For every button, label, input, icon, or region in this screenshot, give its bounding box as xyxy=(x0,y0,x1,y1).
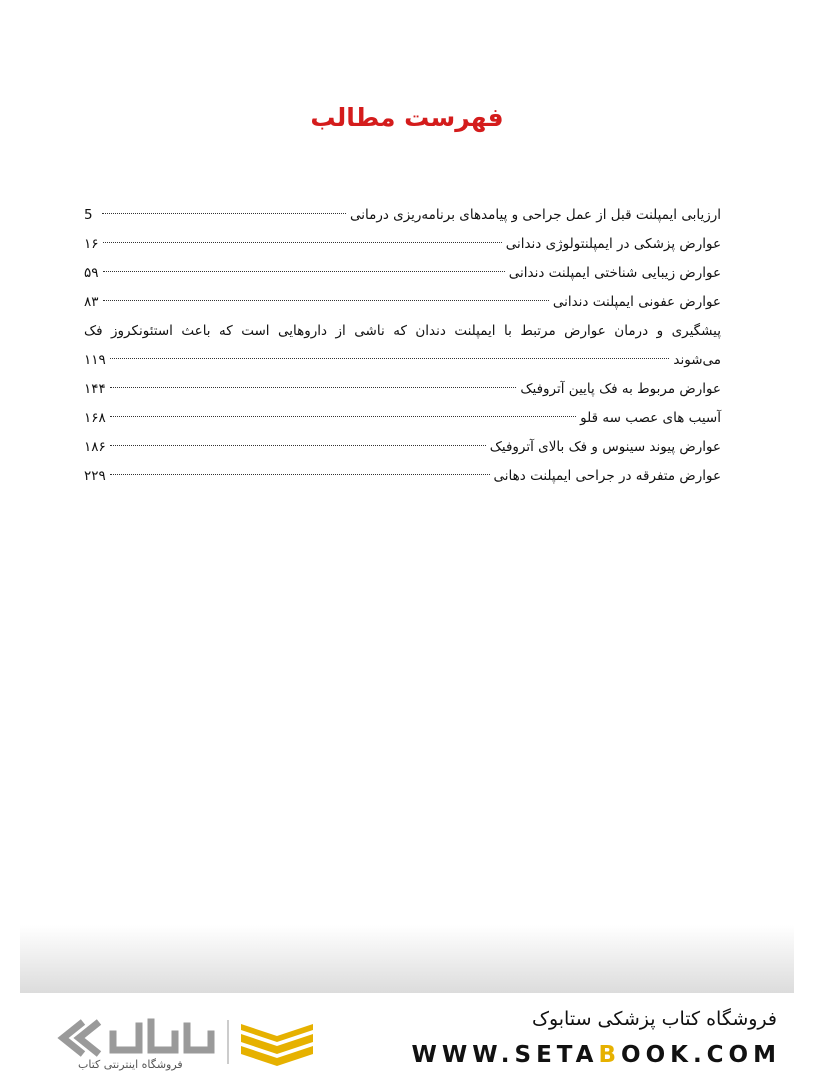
toc-entry-title: آسیب های عصب سه قلو xyxy=(580,410,721,426)
store-name: فروشگاه کتاب پزشکی ستابوک xyxy=(531,1008,777,1030)
toc-entry-page: ۱۱۹ xyxy=(84,352,106,368)
toc-entry[interactable] xyxy=(84,433,721,462)
toc-entry-title: عوارض پزشکی در ایمپلنتولوژی دندانی xyxy=(505,236,721,252)
toc-leader xyxy=(110,358,670,359)
footer-shadow xyxy=(20,925,794,993)
toc-entry-title: عوارض پیوند سینوس و فک بالای آتروفیک xyxy=(489,439,721,455)
toc-entry-page: ۵۹ xyxy=(84,265,99,281)
toc-entry-page: ۱۶۸ xyxy=(84,410,106,426)
store-url-part1: WWW.SETA xyxy=(411,1042,599,1068)
toc-entry-page: ۸۳ xyxy=(84,294,99,310)
toc-entry[interactable] xyxy=(84,404,721,433)
toc-entry[interactable] xyxy=(84,201,721,230)
toc-entry-page: ۱۸۶ xyxy=(84,439,106,455)
table-of-contents xyxy=(84,201,721,491)
toc-entry-title: عوارض زیبایی شناختی ایمپلنت دندانی xyxy=(508,265,721,281)
page-title: فهرست مطالب xyxy=(310,103,504,132)
store-url[interactable] xyxy=(412,1042,781,1068)
toc-leader xyxy=(110,387,517,388)
toc-leader xyxy=(110,474,490,475)
toc-entry[interactable] xyxy=(84,375,721,404)
toc-leader xyxy=(103,271,505,272)
toc-entry[interactable] xyxy=(84,259,721,288)
toc-entry-line1[interactable] xyxy=(84,317,721,346)
toc-entry-page: 5 xyxy=(84,207,93,223)
toc-entry[interactable] xyxy=(84,462,721,491)
logo-caption: فروشگاه اینترنتی کتاب xyxy=(78,1058,183,1071)
toc-entry[interactable] xyxy=(84,230,721,259)
toc-entry-title-line1: پیشگیری و درمان عوارض مرتبط با ایمپلنت دندان که ناشی از داروهایی است که باعث استئونکروز فک xyxy=(84,323,721,339)
toc-leader xyxy=(102,213,346,214)
toc-leader xyxy=(103,300,549,301)
toc-leader xyxy=(103,242,502,243)
toc-leader xyxy=(110,416,576,417)
toc-entry-page: ۱۴۴ xyxy=(84,381,106,397)
toc-entry[interactable] xyxy=(84,346,721,375)
toc-entry-title: می‌شوند xyxy=(673,352,721,368)
toc-entry[interactable] xyxy=(84,288,721,317)
toc-entry-title: عوارض عفونی ایمپلنت دندانی xyxy=(552,294,721,310)
store-url-part2: OOK.COM xyxy=(621,1042,781,1068)
toc-entry-page: ۲۲۹ xyxy=(84,468,106,484)
toc-leader xyxy=(110,445,486,446)
toc-entry-title: عوارض مربوط به فک پایین آتروفیک xyxy=(520,381,721,397)
toc-entry-title: عوارض متفرقه در جراحی ایمپلنت دهانی xyxy=(493,468,721,484)
toc-entry-page: ۱۶ xyxy=(84,236,99,252)
toc-entry-title: ارزیابی ایمپلنت قبل از عمل جراحی و پیامدهای برنامه‌ریزی درمانی xyxy=(349,207,721,223)
store-url-accent: B xyxy=(598,1042,622,1068)
